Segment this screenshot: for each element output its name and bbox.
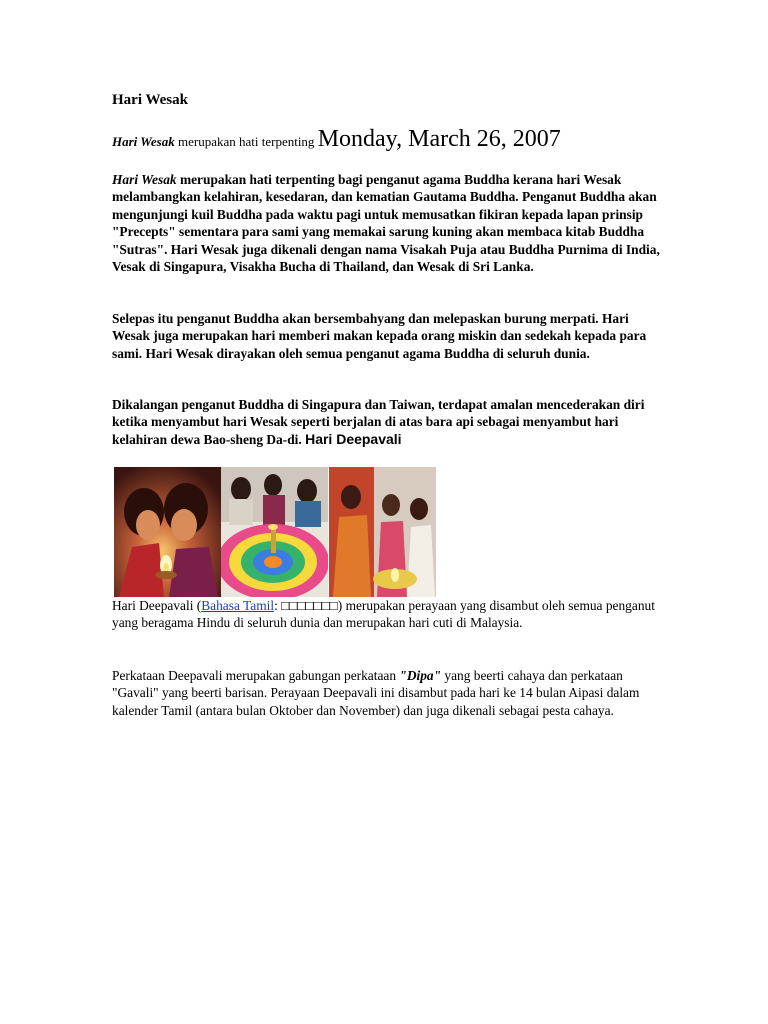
p1-lead: Hari Wesak — [112, 172, 177, 187]
tamil-script: □□□□□□□ — [281, 598, 338, 613]
page-title: Hari Wesak — [112, 92, 188, 108]
intro-text: merupakan hati terpenting — [174, 134, 318, 149]
paragraph-wesak-3 — [112, 396, 660, 448]
oil-lamp-lighting-photo — [114, 467, 221, 597]
deepavali-lead: Hari Deepavali ( — [112, 598, 202, 613]
paragraph-wesak-1 — [112, 171, 660, 275]
deepavali-p2-rest: yang beerti cahaya dan perkataan "Gavali" yang beerti barisan. Perayaan Deepavali ini disambut pada hari ke 14 bulan Aipasi dalam kalender Tamil (antara bulan Oktober dan November) dan juga dikenali sebagai pesta cahaya. — [112, 668, 640, 718]
p1-text: merupakan hati terpenting bagi penganut agama Buddha kerana hari Wesak melambangkan kelahiran, kesedaran, dan kematian Gautama Buddha. Penganut Buddha akan mengunjungi kuil Buddha pada waktu pagi untuk memusatkan fikiran kepada lapan prinsip "Precepts" sementara para sami yang memakai sarung kuning akan membaca kitab Buddha "Sutras". Hari Wesak juga dikenali dengan nama Visakah Puja atau Buddha Purnima di India, Vesak di Singapura, Visakha Bucha di Thailand, dan Wesak di Sri Lanka. — [112, 172, 660, 275]
intro-line — [112, 124, 561, 157]
prayer-ritual-photo — [329, 467, 436, 597]
paragraph-deepavali-1 — [112, 597, 660, 632]
p3-text: Dikalangan penganut Buddha di Singapura dan Taiwan, terdapat amalan mencederakan diri ketika menyambut hari Wesak seperti berjalan di atas bara api sebagai menyambut hari kelahiran dewa Bao-sheng Da-di. — [112, 397, 645, 447]
paragraph-deepavali-2 — [112, 667, 660, 719]
deepavali-colon: : — [274, 598, 282, 613]
intro-lead: Hari Wesak — [112, 134, 175, 149]
deepavali-photo-strip — [114, 467, 436, 597]
dipa-word: "Dipa" — [399, 668, 442, 683]
deepavali-p2-lead: Perkataan Deepavali merupakan gabungan perkataan — [112, 668, 400, 683]
deepavali-heading: Hari Deepavali — [305, 430, 402, 447]
bahasa-tamil-link[interactable]: Bahasa Tamil — [201, 598, 275, 613]
post-date: Monday, March 26, 2007 — [317, 126, 561, 152]
paragraph-wesak-2: Selepas itu penganut Buddha akan bersembahyang dan melepaskan burung merpati. Hari Wesak juga merupakan hari memberi makan kepada orang miskin dan sedekah kepada para sami. Hari Wesak dirayakan oleh semua penganut agama Buddha di seluruh dunia. — [112, 311, 647, 361]
kolam-rangoli-photo — [221, 467, 328, 597]
deepavali-rest: ) merupakan perayaan yang disambut oleh semua penganut yang beragama Hindu di seluruh dunia dan merupakan hari cuti di Malaysia. — [112, 598, 655, 631]
